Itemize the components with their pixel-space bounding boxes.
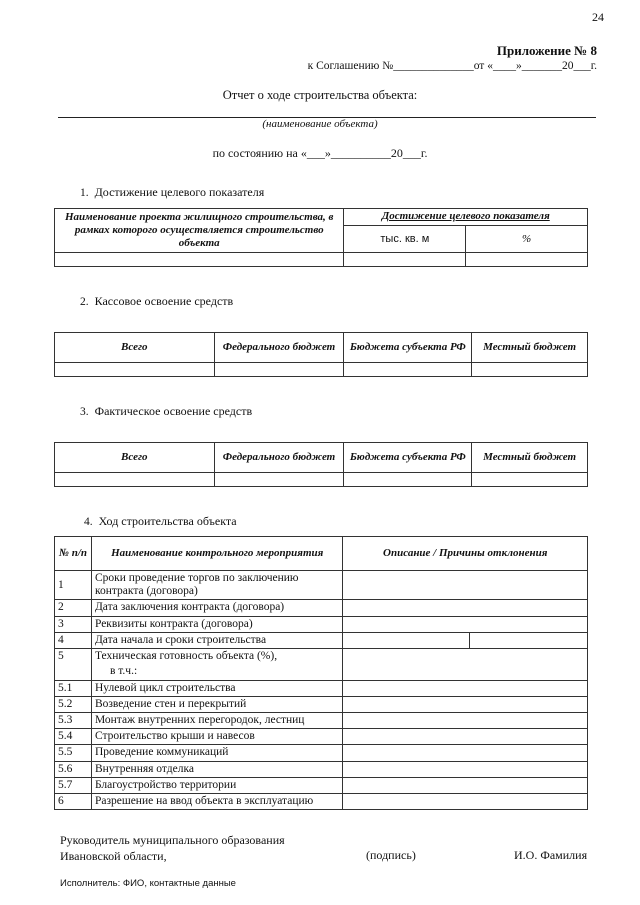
table-row — [55, 571, 588, 600]
row-event: Техническая готовность объекта (%), — [91, 649, 343, 665]
row-event: Благоустройство территории — [91, 777, 343, 793]
row-number: 5.1 — [55, 680, 92, 696]
construction-progress-table — [54, 536, 588, 810]
input-cell[interactable] — [344, 473, 472, 487]
input-cell[interactable] — [466, 253, 588, 267]
col-description: Описание / Причины отклонения — [343, 537, 588, 571]
row-event: Реквизиты контракта (договора) — [91, 616, 343, 632]
row-event: Сроки проведение торгов по заключению контракта (договора) — [91, 571, 343, 600]
row-event: Строительство крыши и навесов — [91, 729, 343, 745]
col-regional-budget: Бюджета субъекта РФ — [344, 443, 472, 473]
signature-field[interactable]: (подпись) — [366, 848, 416, 862]
row-event: Дата начала и сроки строительства — [91, 632, 343, 648]
input-cell[interactable] — [214, 473, 344, 487]
col-local-budget: Местный бюджет — [472, 333, 588, 363]
section-2-title: Кассовое освоение средств — [94, 294, 234, 308]
target-indicator-table — [54, 208, 588, 267]
input-cell[interactable] — [55, 473, 215, 487]
row-number: 1 — [55, 571, 92, 600]
section-2-heading — [80, 294, 233, 309]
agreement-reference: к Соглашению №______________от «____»_______20___г. — [307, 60, 597, 72]
input-cell[interactable] — [343, 600, 588, 616]
table-row — [55, 616, 588, 632]
row-event: Монтаж внутренних перегородок, лестниц — [91, 712, 343, 728]
row-event: Дата заключения контракта (договора) — [91, 600, 343, 616]
input-cell[interactable] — [343, 616, 588, 632]
input-cell[interactable] — [343, 794, 588, 810]
cash-disbursement-table — [54, 332, 588, 377]
row-event: Нулевой цикл строительства — [91, 680, 343, 696]
row-number: 3 — [55, 616, 92, 632]
row-number: 6 — [55, 794, 92, 810]
row-event: Внутренняя отделка — [91, 761, 343, 777]
row-event: в т.ч.: — [91, 664, 343, 680]
col-row-number: № п/п — [55, 537, 92, 571]
input-cell[interactable] — [472, 473, 588, 487]
input-cell[interactable] — [472, 363, 588, 377]
row-number: 5.3 — [55, 712, 92, 728]
table-row — [55, 712, 588, 728]
row-event: Возведение стен и перекрытий — [91, 696, 343, 712]
row-number: 5.6 — [55, 761, 92, 777]
row-event: Проведение коммуникаций — [91, 745, 343, 761]
input-cell[interactable] — [343, 696, 588, 712]
table-row — [55, 696, 588, 712]
section-2-number: 2. — [80, 296, 89, 308]
section-1-title: Достижение целевого показателя — [94, 185, 265, 199]
section-3-number: 3. — [80, 406, 89, 418]
appendix-title: Приложение № 8 — [496, 43, 597, 58]
input-cell[interactable] — [343, 649, 588, 680]
section-4-title: Ход строительства объекта — [98, 514, 237, 528]
section-4-number: 4. — [84, 516, 93, 528]
page-number: 24 — [592, 10, 604, 24]
row-number: 2 — [55, 600, 92, 616]
col-total: Всего — [55, 443, 215, 473]
col-federal-budget: Федерального бюджет — [214, 333, 344, 363]
col-local-budget: Местный бюджет — [472, 443, 588, 473]
signatory-name: И.О. Фамилия — [514, 848, 588, 862]
input-cell[interactable] — [55, 253, 344, 267]
row-number: 5 — [55, 649, 92, 680]
position-line-2: Ивановской области, — [60, 849, 167, 864]
col-control-event: Наименование контрольного мероприятия — [91, 537, 343, 571]
table-row — [55, 777, 588, 793]
section-1-heading — [80, 185, 264, 200]
section-4-heading — [84, 514, 237, 529]
input-cell[interactable] — [343, 712, 588, 728]
section-3-title: Фактическое освоение средств — [94, 404, 253, 418]
col-project-name: Наименование проекта жилищного строительства, в рамках которого осуществляется строительство объекта — [55, 209, 344, 253]
input-cell[interactable] — [344, 363, 472, 377]
table-row — [55, 600, 588, 616]
input-cell[interactable] — [343, 680, 588, 696]
table-row — [55, 761, 588, 777]
input-cell[interactable] — [343, 729, 588, 745]
col-percent: % — [466, 226, 588, 253]
col-total: Всего — [55, 333, 215, 363]
input-cell[interactable] — [55, 363, 215, 377]
table-row — [55, 649, 588, 665]
input-cell[interactable] — [343, 571, 588, 600]
row-number: 4 — [55, 632, 92, 648]
input-cell[interactable] — [470, 632, 588, 648]
input-cell[interactable] — [343, 632, 470, 648]
position-line-1: Руководитель муниципального образования — [60, 833, 285, 847]
col-regional-budget: Бюджета субъекта РФ — [344, 333, 472, 363]
col-thousand-sqm: тыс. кв. м — [344, 226, 466, 253]
table-row — [55, 745, 588, 761]
row-number: 5.4 — [55, 729, 92, 745]
section-3-heading — [80, 404, 252, 419]
row-number: 5.2 — [55, 696, 92, 712]
row-number: 5.5 — [55, 745, 92, 761]
actual-disbursement-table — [54, 442, 588, 487]
signature-position — [60, 832, 285, 864]
section-1-number: 1. — [80, 187, 89, 199]
row-number: 5.7 — [55, 777, 92, 793]
col-federal-budget: Федерального бюджет — [214, 443, 344, 473]
table-row — [55, 794, 588, 810]
table-row — [55, 632, 588, 648]
table-row — [55, 729, 588, 745]
input-cell[interactable] — [344, 253, 466, 267]
input-cell[interactable] — [343, 777, 588, 793]
object-name-caption: (наименование объекта) — [262, 118, 378, 130]
input-cell[interactable] — [343, 761, 588, 777]
table-row — [55, 680, 588, 696]
input-cell[interactable] — [214, 363, 344, 377]
col-target-achievement: Достижение целевого показателя — [344, 209, 588, 226]
row-event: Разрешение на ввод объекта в эксплуатацию — [91, 794, 343, 810]
state-as-of-date: по состоянию на «___»__________20___г. — [212, 146, 428, 160]
input-cell[interactable] — [343, 745, 588, 761]
report-title: Отчет о ходе строительства объекта: — [222, 88, 418, 102]
executor-info: Исполнитель: ФИО, контактные данные — [60, 878, 236, 889]
